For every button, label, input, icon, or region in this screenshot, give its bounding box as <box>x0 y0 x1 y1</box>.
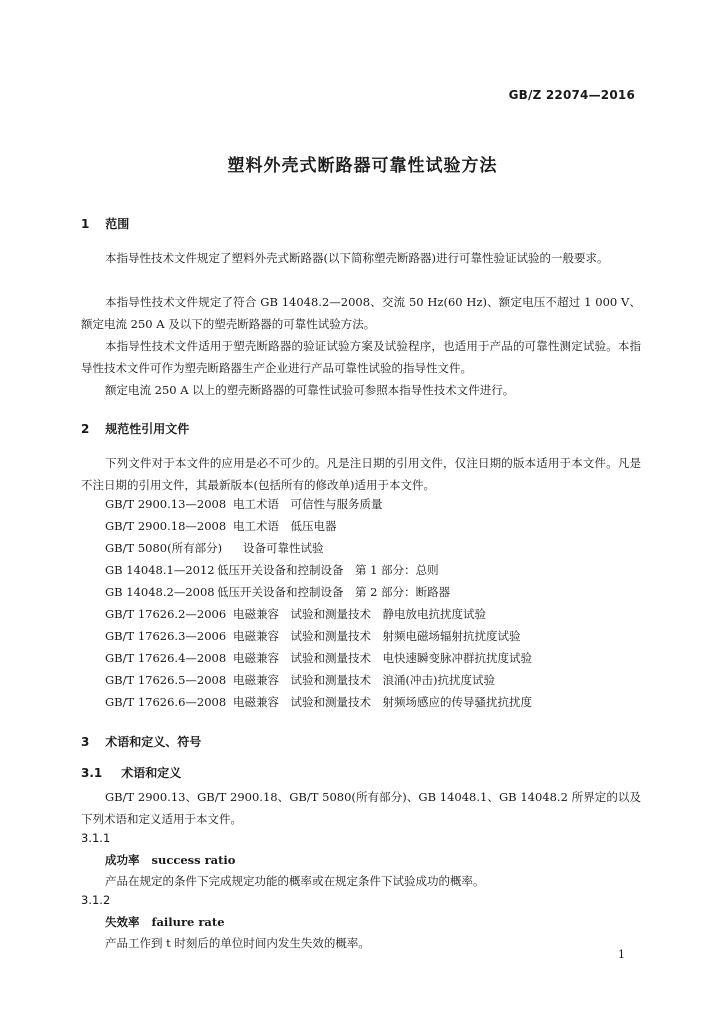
reference-code: GB/T 17626.3—2006 <box>105 629 227 643</box>
term-definition: 产品工作到 t 时刻后的单位时间内发生失效的概率。 <box>105 936 370 950</box>
term-entry <box>105 914 225 930</box>
term-entry <box>105 852 235 868</box>
subsection-3-1-heading <box>81 764 181 781</box>
section-title: 规范性引用文件 <box>105 422 190 436</box>
section-title: 范围 <box>105 217 130 231</box>
term-chinese: 失效率 <box>105 915 140 929</box>
reference-code: GB/T 17626.5—2008 <box>105 673 227 687</box>
term-english: failure rate <box>151 915 225 929</box>
term-number: 3.1.1 <box>81 831 111 845</box>
subsection-title: 术语和定义 <box>121 766 182 780</box>
reference-title: 电工术语 低压电器 <box>233 519 337 533</box>
paragraph: 额定电流 250 A 以上的塑壳断路器的可靠性试验可参照本指导性技术文件进行。 <box>105 383 515 397</box>
reference-code: GB/T 17626.6—2008 <box>105 695 227 709</box>
section-title: 术语和定义、符号 <box>105 735 202 749</box>
paragraph: 本指导性技术文件适用于塑壳断路器的验证试验方案及试验程序，也适用于产品的可靠性测定试验。本指导性技术文件可作为塑壳断路器生产企业进行产品可靠性试验的指导性文件。 <box>81 339 641 375</box>
document-title: 塑料外壳式断路器可靠性试验方法 <box>227 156 498 176</box>
reference-title: 电磁兼容 试验和测量技术 射频场感应的传导骚扰抗扰度 <box>233 695 532 709</box>
reference-item <box>105 606 486 622</box>
section-3-heading <box>81 733 201 750</box>
reference-code: GB/T 5080(所有部分) <box>105 541 223 555</box>
reference-title: 低压开关设备和控制设备 第 1 部分：总则 <box>217 563 439 577</box>
section-number: 3 <box>81 735 90 749</box>
term-definition: 产品在规定的条件下完成规定功能的概率或在规定条件下试验成功的概率。 <box>105 874 485 888</box>
page-number: 1 <box>618 948 625 961</box>
reference-item <box>105 672 495 688</box>
reference-title: 电磁兼容 试验和测量技术 电快速瞬变脉冲群抗扰度试验 <box>233 651 532 665</box>
section-2-heading <box>81 420 189 437</box>
section-number: 1 <box>81 217 90 231</box>
paragraph: 本指导性技术文件规定了符合 GB 14048.2—2008、交流 50 Hz(60 Hz)、额定电压不超过 1 000 V、额定电流 250 A 及以下的塑壳断路器的可靠性试验方法。 <box>81 295 641 331</box>
reference-item <box>105 496 383 512</box>
reference-title: 电磁兼容 试验和测量技术 射频电磁场辐射抗扰度试验 <box>233 629 521 643</box>
reference-item <box>105 562 439 578</box>
reference-title: 低压开关设备和控制设备 第 2 部分：断路器 <box>217 585 451 599</box>
paragraph: 本指导性技术文件规定了塑料外壳式断路器(以下简称塑壳断路器)进行可靠性验证试验的一般要求。 <box>105 251 609 265</box>
subsection-number: 3.1 <box>81 766 103 780</box>
paragraph: GB/T 2900.13、GB/T 2900.18、GB/T 5080(所有部分)、GB 14048.1、GB 14048.2 所界定的以及下列术语和定义适用于本文件。 <box>81 790 641 826</box>
document-code: GB/Z 22074—2016 <box>508 88 635 102</box>
reference-title: 电磁兼容 试验和测量技术 浪涌(冲击)抗扰度试验 <box>233 673 495 687</box>
term-chinese: 成功率 <box>105 853 140 867</box>
reference-code: GB/T 17626.4—2008 <box>105 651 227 665</box>
reference-item <box>105 650 532 666</box>
reference-item <box>105 694 532 710</box>
paragraph: 下列文件对于本文件的应用是必不可少的。凡是注日期的引用文件，仅注日期的版本适用于本文件。凡是不注日期的引用文件，其最新版本(包括所有的修改单)适用于本文件。 <box>81 456 641 492</box>
reference-title: 设备可靠性试验 <box>243 541 324 555</box>
reference-item <box>105 540 324 556</box>
term-english: success ratio <box>151 853 236 867</box>
reference-item <box>105 628 521 644</box>
term-number: 3.1.2 <box>81 893 111 907</box>
reference-code: GB/T 17626.2—2006 <box>105 607 227 621</box>
reference-title: 电工术语 可信性与服务质量 <box>233 497 383 511</box>
reference-code: GB/T 2900.18—2008 <box>105 519 227 533</box>
reference-code: GB 14048.1—2012 <box>105 563 215 577</box>
reference-item <box>105 518 337 534</box>
section-1-heading <box>81 215 129 232</box>
reference-title: 电磁兼容 试验和测量技术 静电放电抗扰度试验 <box>233 607 486 621</box>
reference-item <box>105 584 450 600</box>
reference-code: GB/T 2900.13—2008 <box>105 497 227 511</box>
section-number: 2 <box>81 422 90 436</box>
reference-code: GB 14048.2—2008 <box>105 585 215 599</box>
